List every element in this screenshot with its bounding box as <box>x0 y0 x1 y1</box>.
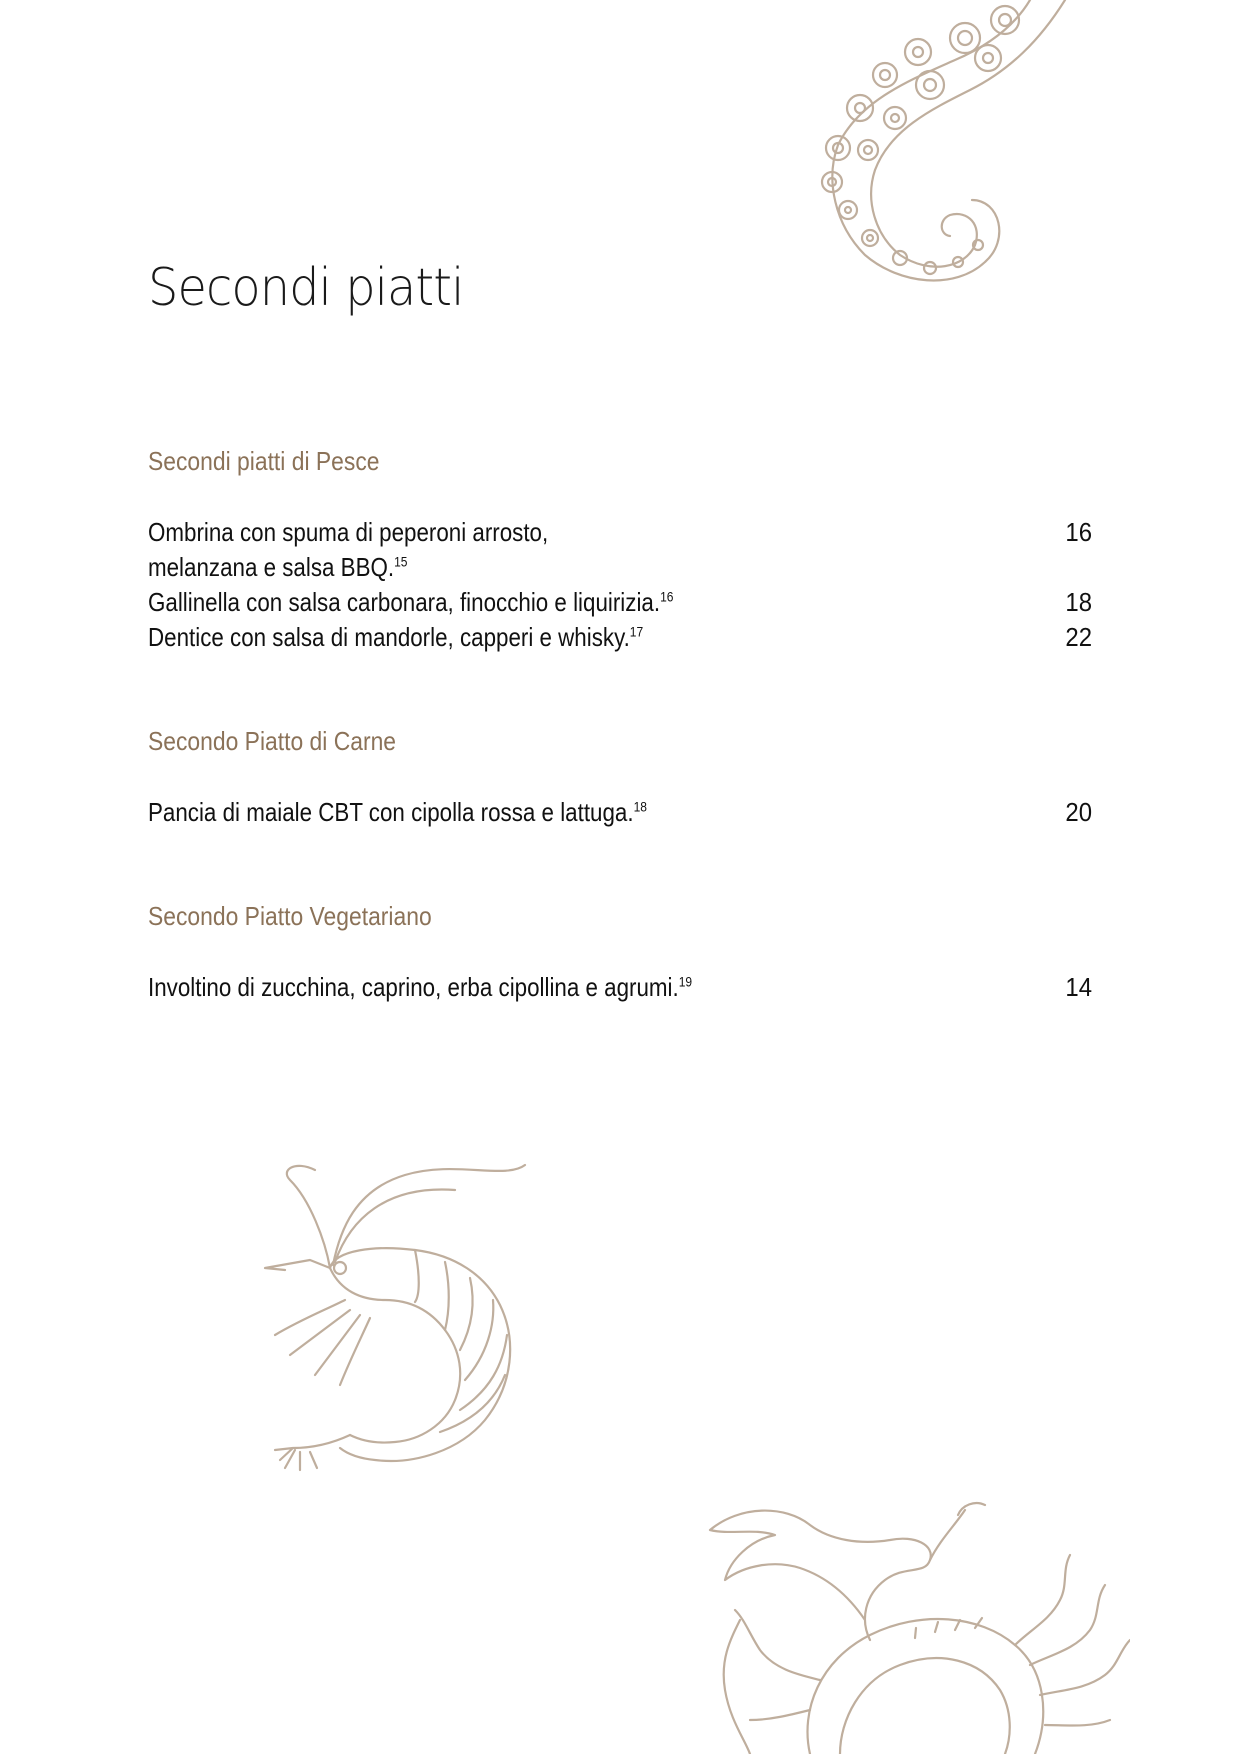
menu-item <box>148 795 1092 830</box>
section-pesce <box>148 446 1092 655</box>
dish-name-line1: Gallinella con salsa carbonara, finocchio e liquirizia. <box>148 587 661 617</box>
dish-name-line1: Pancia di maiale CBT con cipolla rossa e lattuga. <box>148 797 634 827</box>
section-heading: Secondi piatti di Pesce <box>148 446 380 476</box>
dish-name <box>148 515 548 585</box>
menu-item <box>148 515 1092 585</box>
allergen-note: 15 <box>394 553 408 570</box>
dish-name-line2: melanzana e salsa BBQ. <box>148 552 395 582</box>
allergen-note: 16 <box>660 588 674 605</box>
dish-name-line1: Dentice con salsa di mandorle, capperi e whisky. <box>148 622 630 652</box>
dish-name <box>148 620 643 655</box>
section-heading: Secondo Piatto di Carne <box>148 726 397 756</box>
menu-item <box>148 620 1092 655</box>
section-vegetariano <box>148 901 1092 1005</box>
dish-price: 14 <box>1065 972 1092 1002</box>
allergen-note: 19 <box>678 973 693 990</box>
menu-item <box>148 970 1092 1005</box>
dish-name-line1: Involtino di zucchina, caprino, erba cipollina e agrumi. <box>148 972 679 1002</box>
octopus-tentacle-illustration <box>790 0 1080 290</box>
dish-name <box>148 585 673 620</box>
dish-price: 18 <box>1065 587 1092 617</box>
dish-name <box>148 795 647 830</box>
menu-item <box>148 585 1092 620</box>
page-title: Secondi piatti <box>148 258 464 318</box>
dish-price: 16 <box>1065 517 1092 547</box>
section-heading: Secondo Piatto Vegetariano <box>148 901 432 931</box>
dish-name-line1: Ombrina con spuma di peperoni arrosto, <box>148 517 549 547</box>
dish-price: 22 <box>1065 622 1092 652</box>
dish-name <box>148 970 692 1005</box>
shrimp-illustration <box>255 1150 555 1510</box>
allergen-note: 18 <box>633 798 647 815</box>
dish-price: 20 <box>1065 797 1092 827</box>
crab-illustration <box>690 1480 1130 1754</box>
section-carne <box>148 726 1092 830</box>
allergen-note: 17 <box>629 623 644 640</box>
